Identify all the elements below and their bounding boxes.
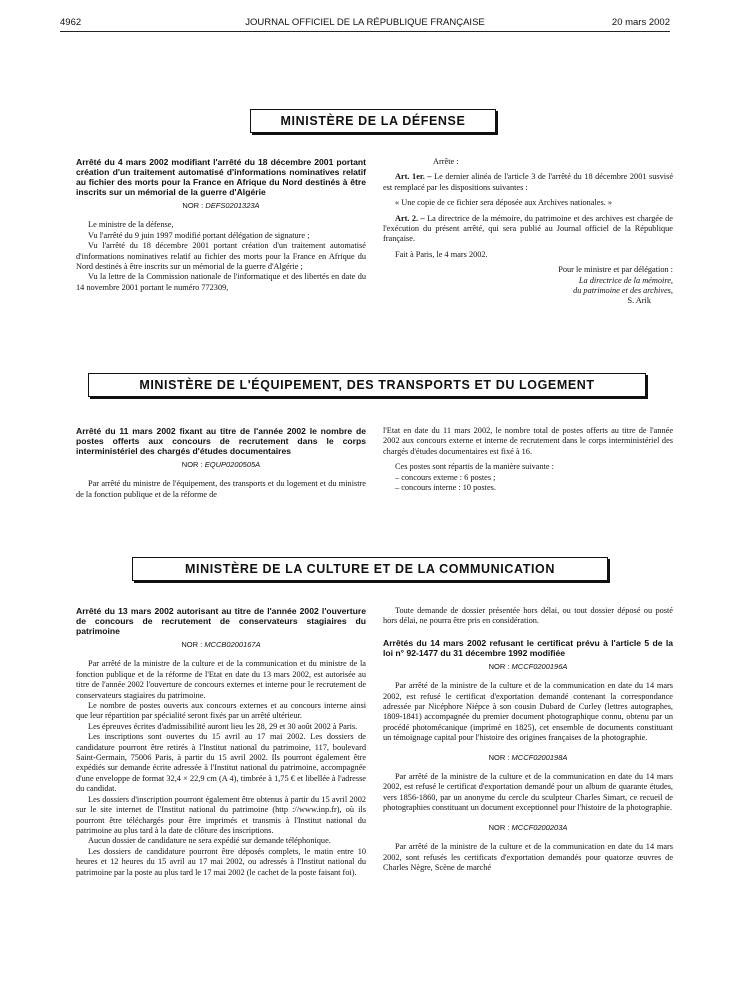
equipement-repartis: Ces postes sont répartis de la manière suivante : <box>395 462 554 472</box>
equipement-title: Arrêté du 11 mars 2002 fixant au titre de l'année 2002 le nombre de postes offerts aux concours de recrutement dans le corps interministériel des chargés d'études documentaires <box>76 426 366 456</box>
culture-a2-nor-2: NOR : MCCF0200198A <box>488 752 568 762</box>
culture-arrete-2-title: Arrêtés du 14 mars 2002 refusant le certificat prévu à l'article 5 de la loi n° 92-1477 du 31 décembre 1992 modifiée <box>383 637 673 658</box>
defense-signature: Pour le ministre et par délégation : La directrice de la mémoire, du patrimoine et des archives, S. Arik <box>558 265 673 306</box>
equipement-para-left: Par arrêté du ministre de l'équipement, des transports et du logement et du ministre de la fonction publique et de la réforme de <box>76 479 366 499</box>
equipement-item-interne: – concours interne : 10 postes. <box>395 483 496 493</box>
ministry-heading-culture: MINISTÈRE DE LA CULTURE ET DE LA COMMUNICATION <box>132 557 608 581</box>
defense-title: Arrêté du 4 mars 2002 modifiant l'arrêté du 18 décembre 2001 portant création d'un traitement automatisé d'informations nominatives relatif au fichier des morts pour la France en Afrique du Nord destinés à être inscrits sur un mémorial de la guerre d'Algérie <box>76 157 366 197</box>
culture-a1-para-6: Aucun dossier de candidature ne sera expédié sur demande téléphonique. <box>88 836 331 846</box>
culture-a2-para-3: Par arrêté de la ministre de la culture et de la communication en date du 14 mars 2002, sont refusés les certificats d'exportation demandés pour quatorze œuvres de Charles Nègre, Scène de marché <box>383 842 673 872</box>
culture-a2-nor-3: NOR : MCCF0200203A <box>488 822 568 832</box>
equipement-nor: NOR : EQUP0200505A <box>181 460 261 469</box>
ministry-heading-defense: MINISTÈRE DE LA DÉFENSE <box>250 109 496 133</box>
equipement-left-column <box>76 426 366 500</box>
defense-para-1: Le ministre de la défense, <box>88 220 174 230</box>
culture-right-column <box>383 606 673 873</box>
culture-left-column <box>76 606 366 878</box>
defense-article-1: Art. 1er. – Le dernier alinéa de l'article 3 de l'arrêté du 18 décembre 2001 susvisé est remplacé par les dispositions suivantes : <box>383 172 674 192</box>
journal-title: JOURNAL OFFICIEL DE LA RÉPUBLIQUE FRANÇAISE <box>245 17 485 28</box>
header-rule <box>60 31 670 32</box>
equipement-item-externe: – concours externe : 6 postes ; <box>395 472 496 482</box>
culture-a1-para-1: Par arrêté de la ministre de la culture et de la communication et du ministre de la fonction publique et de la réforme de l'Etat en date du 13 mars 2002, est autorisée au titre de l'année 2002 l'ouverture de concours externes et interne pour le recrutement de conservateurs stagiaires du patrimoine. <box>76 659 366 700</box>
defense-fait: Fait à Paris, le 4 mars 2002. <box>395 249 488 259</box>
culture-a2-nor-1: NOR : MCCF0200196A <box>488 661 568 671</box>
page-header <box>60 17 670 31</box>
defense-para-4: Vu la lettre de la Commission nationale de l'informatique et des libertés en date du 14 novembre 2001 portant le numéro 772309, <box>76 272 366 292</box>
page-number: 4962 <box>60 17 82 28</box>
culture-arrete-1-title: Arrêté du 13 mars 2002 autorisant au titre de l'année 2002 l'ouverture de concours de recrutement de conservateurs stagiaires du patrimoine <box>76 606 366 636</box>
ministry-heading-equipement: MINISTÈRE DE L'ÉQUIPEMENT, DES TRANSPORTS ET DU LOGEMENT <box>88 373 646 397</box>
defense-nor: NOR : DEFS0201323A <box>182 201 260 210</box>
culture-a1-para-3: Les épreuves écrites d'admissibilité auront lieu les 28, 29 et 30 août 2002 à Paris. <box>88 721 358 731</box>
culture-a2-para-2: Par arrêté de la ministre de la culture et de la communication en date du 14 mars 2002, est refusé le certificat d'exportation demandé pour un album de quarante études, vers 1856-1860, par un anonyme du cercle du sculpteur Charles Simart, ce recueil de photographies constituant un document exceptionnel pour l'histoire de la photographie. <box>383 772 673 813</box>
equipement-para-right: l'Etat en date du 11 mars 2002, le nombre total de postes offerts au titre de l'année 2002 aux concours externe et interne de recrutement dans le corps interministériel des chargés d'études documentaires est fixé à 16. <box>383 426 673 456</box>
issue-date: 20 mars 2002 <box>611 17 670 28</box>
defense-article-1-quote: « Une copie de ce fichier sera déposée aux Archives nationales. » <box>395 198 613 208</box>
defense-left-column <box>76 157 366 293</box>
culture-a1-para-7: Les dossiers de candidature pourront être déposés complets, le matin entre 10 heures et 12 heures du 15 avril au 17 mai 2002, ou adressés à l'Institut national du patrimoine par la poste au plus tard le 17 mai 2002 (le cachet de la poste faisant foi). <box>76 846 366 877</box>
defense-arrete: Arrête : <box>433 157 459 166</box>
culture-a1-para-2: Le nombre de postes ouverts aux concours externes et au concours interne ainsi que leur répartition par spécialité seront fixés par un arrêté ultérieur. <box>76 701 366 721</box>
culture-a1-para-4: Les inscriptions sont ouvertes du 15 avril au 17 mai 2002. Les dossiers de candidature pourront être retirés à l'Institut national du patrimoine, 117, boulevard Saint-Germain, 75006 Paris, à partir du 15 avril 2002. Ils pourront également être expédiés sur demande écrite adressée à l'Institut national du patrimoine, accompagnée d'une enveloppe de format 32,4 × 22,9 cm (A 4), timbrée à 1,75 € et libellée à l'adresse du candidat. <box>76 732 366 794</box>
defense-para-3: Vu l'arrêté du 18 décembre 2001 portant création d'un traitement automatisé d'informations nominatives relatif au fichier des morts pour la France en Afrique du Nord destinés à être inscrits sur un mémorial de la guerre d'Algérie ; <box>76 241 366 272</box>
equipement-right-column <box>383 426 673 493</box>
culture-arrete-1-nor: NOR : MCCB0200167A <box>181 640 261 649</box>
culture-a1-para-5: Les dossiers d'inscription pourront également être obtenus à partir du 15 avril 2002 sur le site internet de l'Institut national du patrimoine (http ://www.inp.fr), où ils pourront être téléchargés pour être imprimés et transmis à l'Institut national du patrimoine au plus tard à la date de clôture des inscriptions. <box>76 794 366 835</box>
culture-a1-right-para: Toute demande de dossier présentée hors délai, ou tout dossier déposé ou posté hors délai, ne pourra être pris en considération. <box>383 606 673 626</box>
culture-a2-para-1: Par arrêté de la ministre de la culture et de la communication en date du 14 mars 2002, est refusé le certificat d'exportation demandé contenant la correspondance adressée par Nicéphore Niépce à son cousin Dubard de Curley (lettres autographes, 1809-1841) accompagnée du premier document photographique connu, obtenu par un procédé photomécanique (imprimé en 1825), cet ensemble de documents constituant un témoignage capital pour l'histoire des origines françaises de la photographie. <box>383 681 673 743</box>
defense-right-column <box>383 157 673 307</box>
defense-para-2: Vu l'arrêté du 9 juin 1997 modifié portant délégation de signature ; <box>88 230 310 240</box>
defense-article-2: Art. 2. – La directrice de la mémoire, du patrimoine et des archives est chargée de l'exécution du présent arrêté, qui sera publié au Journal officiel de la République française. <box>383 213 673 244</box>
